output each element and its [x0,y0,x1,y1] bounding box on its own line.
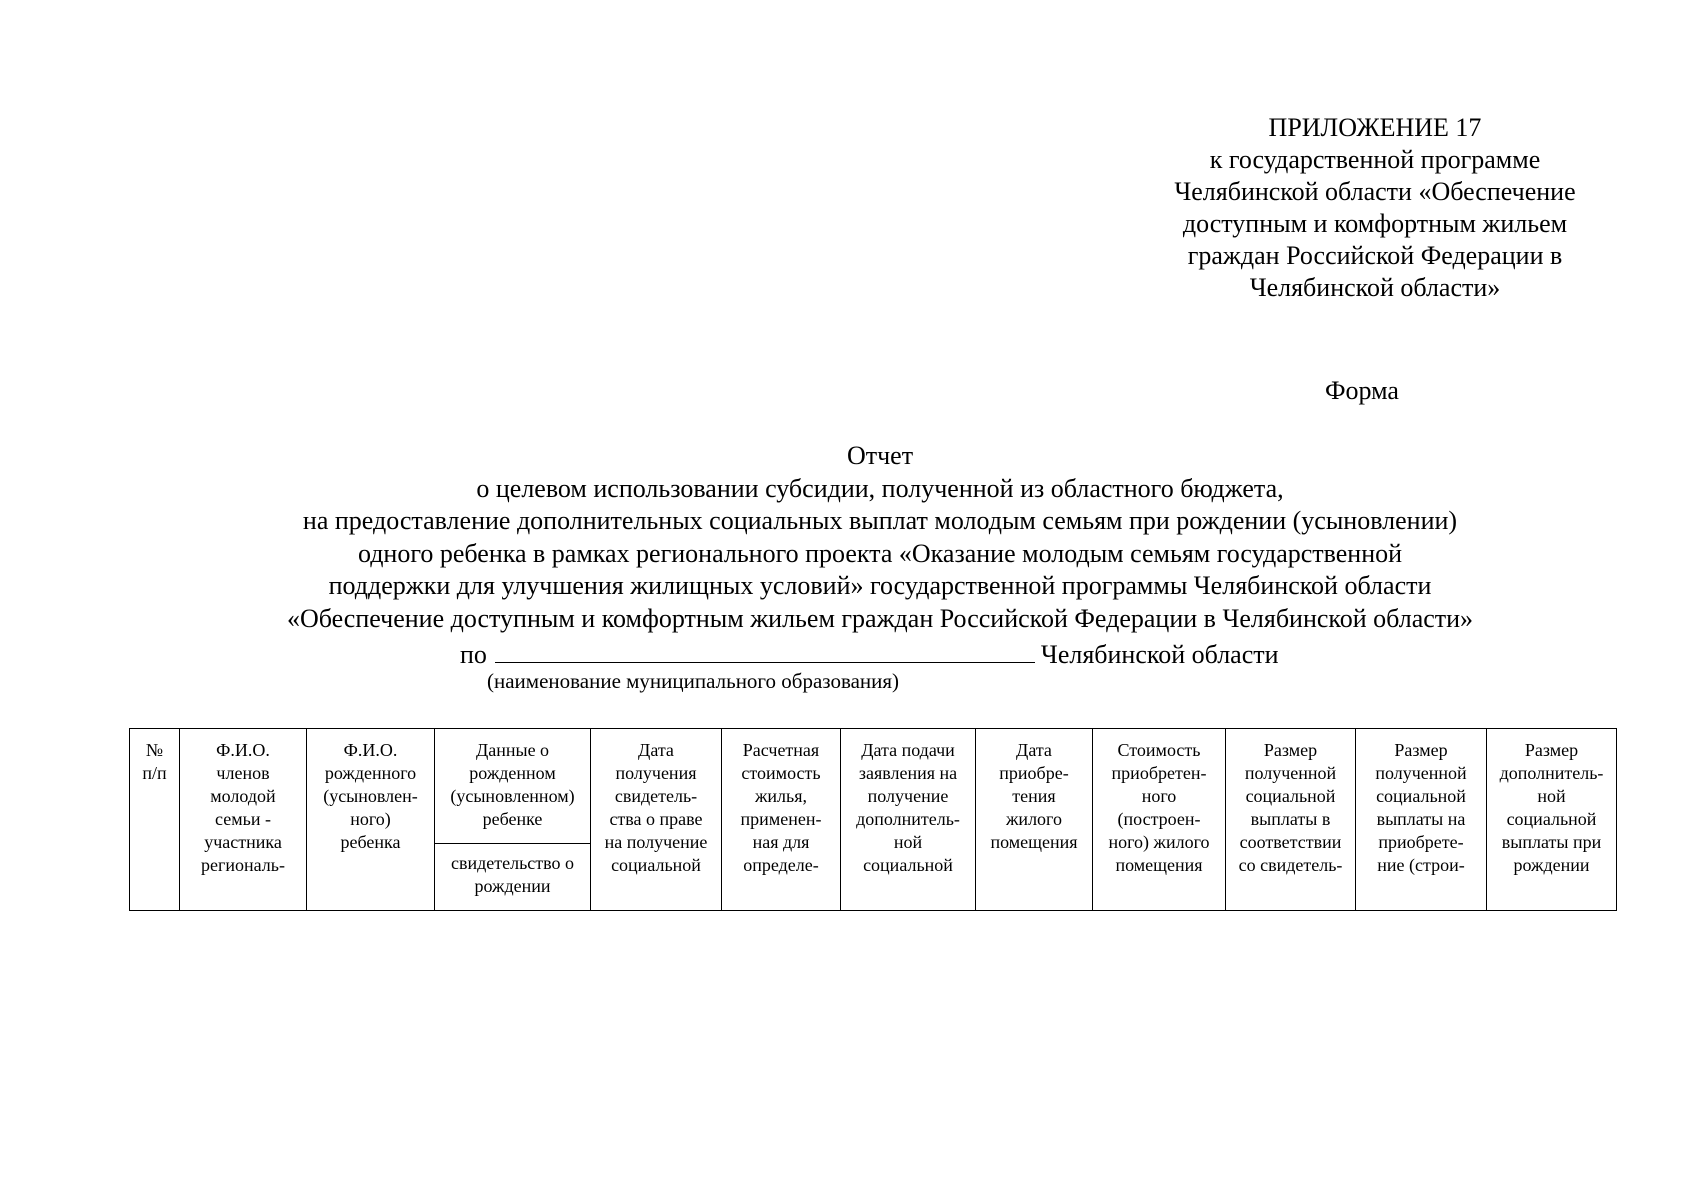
municipality-hint: (наименование муниципального образования) [487,669,900,693]
appendix-line: Челябинской области» [1249,273,1501,302]
column-header: Ф.И.О. членов молодой семьи - участника региональ- [180,729,307,911]
column-header: Размер полученной социальной выплаты в соответствии со свидетель- [1226,729,1356,911]
appendix-line: граждан Российской Федерации в [1187,241,1563,270]
column-header: Дата приобре- тения жилого помещения [976,729,1093,911]
column-header: Данные о рожденном (усыновленном) ребенке [435,729,591,844]
municipality-line [460,636,1279,671]
municipality-prefix: по [460,640,487,669]
appendix-line: Челябинской области «Обеспечение [1174,177,1576,206]
column-header: Дата подачи заявления на получение дополнитель- ной социальной [841,729,976,911]
column-subheader: свидетельство о рождении [435,844,591,911]
report-subtitle-line: одного ребенка в рамках регионального проекта «Оказание молодым семьям государственной [357,538,1403,568]
report-subtitle-line: о целевом использовании субсидии, полученной из областного бюджета, [476,473,1284,503]
column-header: Размер дополнитель- ной социальной выплаты при рождении [1487,729,1617,911]
report-subtitle-line: поддержки для улучшения жилищных условий» государственной программы Челябинской области [328,571,1432,600]
report-subtitle-line: «Обеспечение доступным и комфортным жильем граждан Российской Федерации в Челябинской области» [286,603,1474,633]
column-header: Расчетная стоимость жилья, применен- ная для определе- [722,729,841,911]
report-subtitle-line: на предоставление дополнительных социальных выплат молодым семьям при рождении (усыновлении) [302,506,1458,535]
column-header: Дата получения свидетель- ства о праве на получение социальной [591,729,722,911]
appendix-line: к государственной программе [1209,145,1541,174]
appendix-block [1140,112,1610,304]
column-header: Размер полученной социальной выплаты на приобрете- ние (строи- [1356,729,1487,911]
column-header: № п/п [130,729,180,911]
form-label: Форма [1325,376,1399,405]
report-table [129,728,1617,911]
appendix-line: доступным и комфортным жильем [1182,209,1568,238]
municipality-blank-field[interactable] [495,636,1035,663]
table-header-row [130,729,1617,844]
report-title-block [0,440,1698,635]
municipality-suffix: Челябинской области [1040,640,1279,669]
column-header: Стоимость приобретен- ного (построен- ного) жилого помещения [1093,729,1226,911]
column-header: Ф.И.О. рожденного (усыновлен- ного) ребенка [307,729,435,911]
appendix-title: ПРИЛОЖЕНИЕ 17 [1268,113,1482,142]
report-title: Отчет [846,441,914,470]
